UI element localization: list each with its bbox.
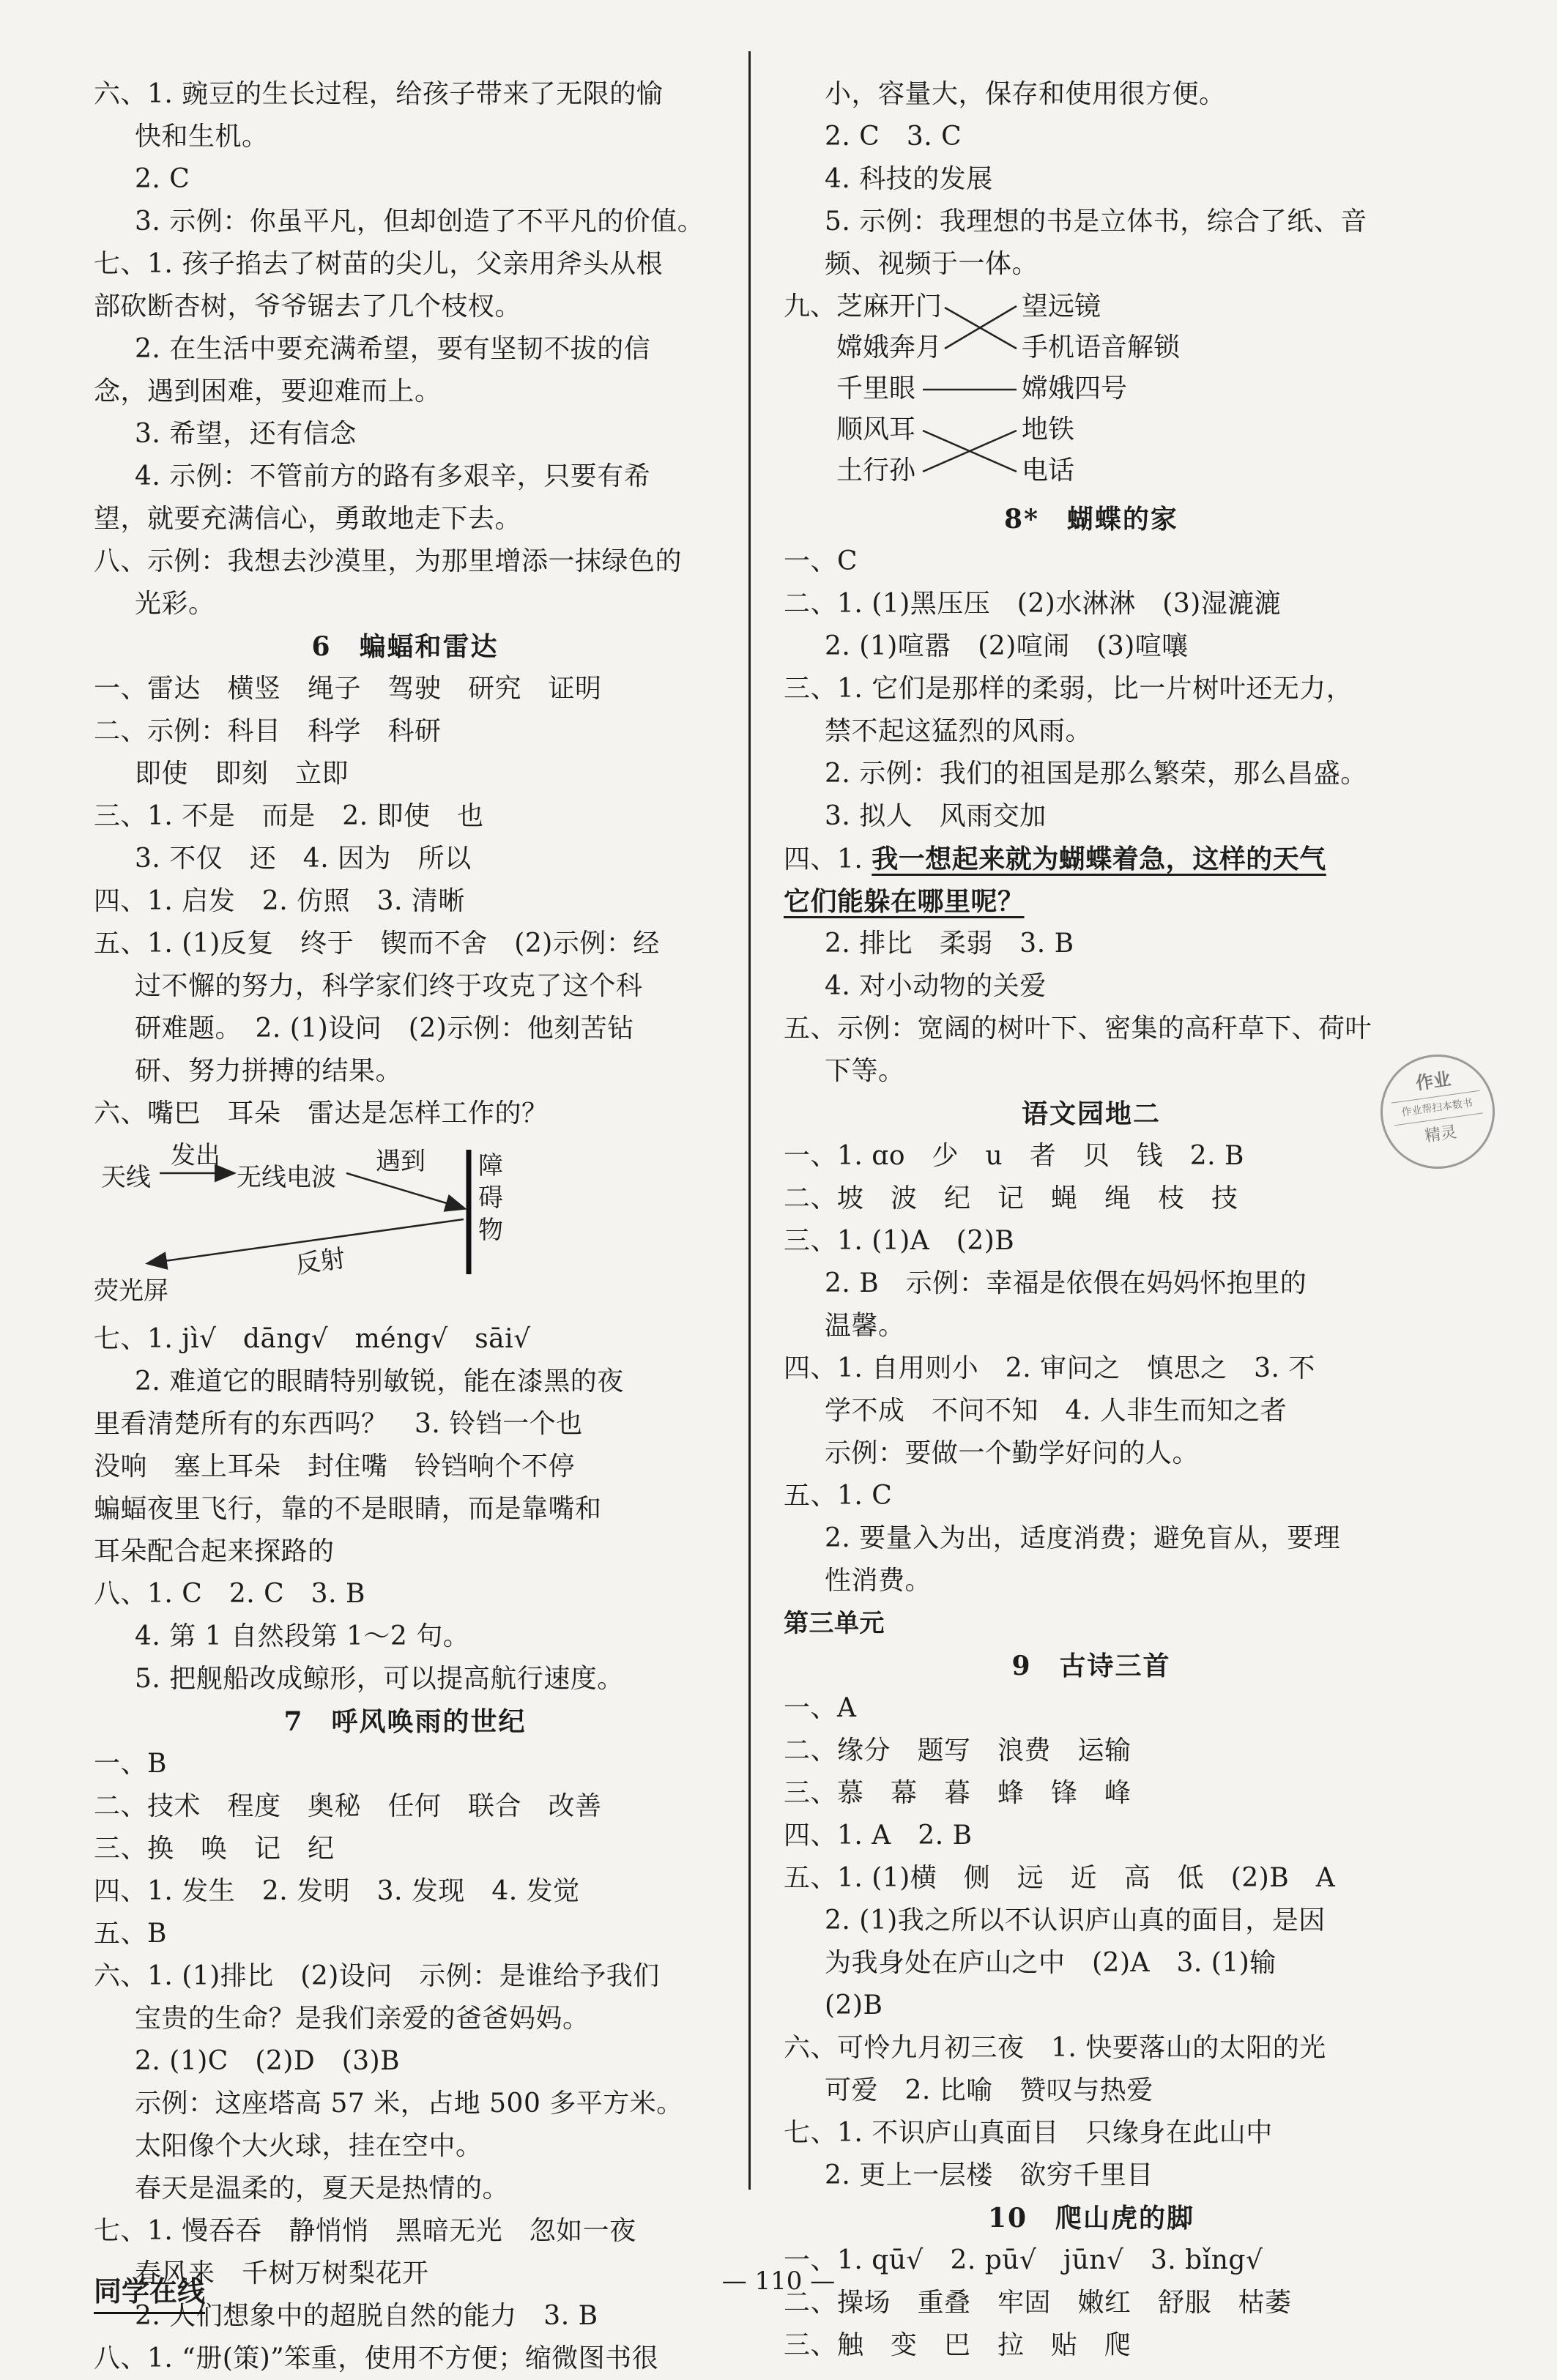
- answer-line: 六、可怜九月初三夜 1. 快要落山的太阳的光: [784, 2033, 1326, 2063]
- unit-3-heading: 第三单元: [784, 1609, 885, 1638]
- match-right-3: 嫦娥四号: [1022, 373, 1128, 404]
- answer-line: 研难题。 2. (1)设问 (2)示例：他刻苦钻: [135, 1014, 634, 1044]
- match-right-1: 望远镜: [1022, 291, 1101, 321]
- match-left-5: 土行孙: [836, 455, 916, 486]
- match-left-2: 嫦娥奔月: [836, 332, 943, 362]
- stamp-line-2: 作业帮扫本数书: [1391, 1090, 1483, 1126]
- answer-line: 研、努力拼搏的结果。: [135, 1056, 403, 1086]
- right-column: [784, 73, 1399, 2367]
- diagram-screen: 荧光屏: [94, 1276, 168, 1306]
- answer-line: 3. 希望，还有信念: [135, 419, 357, 449]
- answer-line: 三、1. 不是 而是 2. 即使 也: [94, 801, 484, 831]
- answer-line: 禁不起这猛烈的风雨。: [825, 716, 1093, 746]
- answer-line: 频、视频于一体。: [825, 249, 1039, 279]
- answer-line: 示例：这座塔高 57 米，占地 500 多平方米。: [135, 2089, 683, 2119]
- answer-line: 三、1. 它们是那样的柔弱，比一片树叶还无力，: [784, 674, 1353, 704]
- diagram-antenna: 天线: [101, 1163, 151, 1192]
- answer-line: 一、A: [784, 1693, 857, 1723]
- answer-line: 六、1. 豌豆的生长过程，给孩子带来了无限的愉: [94, 79, 664, 109]
- answer-line: 4. 第 1 自然段第 1～2 句。: [135, 1621, 470, 1651]
- answer-line: 望，就要充满信心，勇敢地走下去。: [94, 504, 522, 534]
- answer-line: 示例：要做一个勤学好问的人。: [825, 1438, 1200, 1468]
- answer-line: 3. 拟人 风雨交加: [825, 801, 1047, 831]
- answer-line: 四、1. A 2. B: [784, 1821, 973, 1851]
- answer-line: 五、示例：宽阔的树叶下、密集的高秆草下、荷叶: [784, 1014, 1372, 1044]
- answer-line: 5. 把舰船改成鲸形，可以提高航行速度。: [135, 1664, 624, 1694]
- yuwen-yuandi-title: 语文园地二: [1021, 1098, 1161, 1129]
- answer-line: 六、1. (1)排比 (2)设问 示例：是谁给予我们: [94, 1961, 660, 1991]
- answer-line: 一、雷达 横竖 绳子 驾驶 研究 证明: [94, 674, 602, 704]
- answer-line: 二、示例：科目 科学 科研: [94, 716, 442, 746]
- answer-line: 4. 示例：不管前方的路有多艰辛，只要有希: [135, 461, 651, 491]
- answer-line: 四、1. 自用则小 2. 审问之 慎思之 3. 不: [784, 1353, 1315, 1383]
- answer-line: 2. B 示例：幸福是依偎在妈妈怀抱里的: [825, 1268, 1307, 1298]
- answer-line: 七、1. 孩子掐去了树苗的尖儿，父亲用斧头从根: [94, 249, 664, 279]
- answer-line: 温馨。: [825, 1311, 905, 1341]
- answer-line: 二、技术 程度 奥秘 任何 联合 改善: [94, 1791, 602, 1821]
- answer-line: 三、1. (1)A (2)B: [784, 1226, 1015, 1256]
- answer-line: 下等。: [825, 1056, 905, 1086]
- answer-line: 可爱 2. 比喻 赞叹与热爱: [825, 2075, 1153, 2105]
- answer-line: 五、1. (1)反复 终于 锲而不舍 (2)示例：经: [94, 929, 660, 959]
- q4-underlined-1: 我一想起来就为蝴蝶着急，这样的天气: [872, 844, 1326, 874]
- answer-line: 四、1. 发生 2. 发明 3. 发现 4. 发觉: [94, 1876, 580, 1906]
- answer-line: 2. 更上一层楼 欲穷千里目: [825, 2160, 1153, 2190]
- stamp-line-1: 作业: [1414, 1068, 1452, 1094]
- answer-line: 2. 在生活中要充满希望，要有坚韧不拔的信: [135, 334, 651, 364]
- stamp-line-3: 精灵: [1423, 1123, 1458, 1146]
- answer-line: 4. 科技的发展: [825, 164, 993, 194]
- answer-line: 春风来 千树万树梨花开: [135, 2258, 429, 2288]
- answer-line: 快和生机。: [135, 122, 269, 152]
- q4-line-1: [784, 838, 1399, 880]
- answer-line: 2. 排比 柔弱 3. B: [825, 929, 1074, 959]
- page-number: — 110 —: [721, 2266, 836, 2296]
- answer-line: 三、换 唤 记 纪: [94, 1834, 335, 1864]
- lesson-7-title: 7 呼风唤雨的世纪: [283, 1706, 527, 1737]
- answer-line: 一、1. ɑo 少 u 者 贝 钱 2. B: [784, 1141, 1244, 1171]
- answer-line: 春天是温柔的，夏天是热情的。: [135, 2173, 510, 2204]
- answer-line: 没响 塞上耳朵 封住嘴 铃铛响个不停: [94, 1451, 576, 1481]
- answer-line: 性消费。: [825, 1566, 932, 1596]
- answer-line: 七、1. 慢吞吞 静悄悄 黑暗无光 忽如一夜: [94, 2216, 636, 2246]
- answer-line: 过不懈的努力，科学家们终于攻克了这个科: [135, 971, 643, 1001]
- answer-line: 太阳像个大火球，挂在空中。: [135, 2131, 483, 2161]
- answer-line: 2. 人们想象中的超脱自然的能力 3. B: [135, 2301, 598, 2331]
- left-block-a: [94, 73, 716, 625]
- answer-line: 五、1. (1)横 侧 远 近 高 低 (2)B A: [784, 1863, 1336, 1893]
- left-column: [94, 73, 716, 2380]
- match-left-1: 芝麻开门: [836, 291, 943, 321]
- answer-line: 念，遇到困难，要迎难而上。: [94, 376, 442, 406]
- answer-line: 七、1. jì√ dāng√ méng√ sāi√: [94, 1324, 531, 1354]
- answer-line: 3. 示例：你虽平凡，但却创造了不平凡的价值。: [135, 207, 705, 237]
- answer-line: 5. 示例：我理想的书是立体书，综合了纸、音: [825, 207, 1367, 237]
- match-left-4: 顺风耳: [836, 414, 916, 445]
- answer-line: 即使 即刻 立即: [135, 759, 349, 789]
- answer-line: 四、1. 启发 2. 仿照 3. 清晰: [94, 886, 465, 916]
- answer-line: 二、操场 重叠 牢固 嫩红 舒服 枯萎: [784, 2288, 1292, 2318]
- radar-diagram: [94, 1135, 716, 1318]
- right-block-f: [784, 2239, 1399, 2367]
- answer-line: 2. 示例：我们的祖国是那么繁荣，那么昌盛。: [825, 759, 1367, 789]
- answer-line: 五、B: [94, 1919, 167, 1949]
- right-block-d: [784, 1135, 1399, 1602]
- diagram-radio-wave: 无线电波: [237, 1163, 336, 1192]
- answer-line: 三、慕 幕 暮 蜂 锋 峰: [784, 1778, 1131, 1808]
- answer-line: 2. (1)C (2)D (3)B: [135, 2046, 401, 2076]
- answer-line: 八、1. “册(策)”笨重，使用不方便；缩微图书很: [94, 2343, 659, 2373]
- footer-brand: 同学在线: [94, 2269, 205, 2314]
- answer-line: 一、1. qū√ 2. pū√ jūn√ 3. bǐng√: [784, 2245, 1263, 2275]
- answer-line: 里看清楚所有的东西吗？ 3. 铃铛一个也: [94, 1409, 583, 1439]
- answer-line: 学不成 不问不知 4. 人非生而知之者: [825, 1396, 1287, 1426]
- answer-line: 二、缘分 题写 浪费 运输: [784, 1736, 1131, 1766]
- matching-exercise: [784, 286, 1399, 498]
- diagram-emit: 发出: [171, 1141, 220, 1170]
- answer-line: 2. C: [135, 164, 190, 194]
- answer-line: 三、触 变 巴 拉 贴 爬: [784, 2330, 1131, 2360]
- arrow-meet: [346, 1173, 464, 1208]
- diagram-meet: 遇到: [376, 1147, 426, 1176]
- answer-line: 2. 难道它的眼睛特别敏锐，能在漆黑的夜: [135, 1366, 624, 1397]
- answer-line: 宝贵的生命？是我们亲爱的爸爸妈妈。: [135, 2004, 590, 2034]
- answer-line: 蝙蝠夜里飞行，靠的不是眼睛，而是靠嘴和: [94, 1494, 602, 1524]
- answer-line: 七、1. 不识庐山真面目 只缘身在此山中: [784, 2118, 1273, 2148]
- diagram-obstacle: 障碍物: [478, 1151, 503, 1245]
- right-block-b: [784, 540, 1399, 838]
- match-prefix: 九、: [784, 291, 837, 321]
- lesson-10-title: 10 爬山虎的脚: [987, 2203, 1195, 2234]
- answer-line: 耳朵配合起来探路的: [94, 1536, 335, 1566]
- answer-line: 二、坡 波 纪 记 蝇 绳 枝 技: [784, 1183, 1238, 1213]
- left-block-c: [94, 1318, 716, 1700]
- matching-lines: [784, 286, 1399, 498]
- answer-line: 六、嘴巴 耳朵 雷达是怎样工作的？: [94, 1098, 549, 1128]
- answer-line: 2. (1)喧嚣 (2)喧闹 (3)喧嚷: [825, 631, 1189, 661]
- right-block-e: [784, 1687, 1399, 2197]
- left-block-b: [94, 668, 716, 1135]
- right-block-a: [784, 73, 1399, 286]
- q4-line-2: [784, 880, 1399, 923]
- match-right-5: 电话: [1022, 455, 1075, 486]
- answer-line: 2. C 3. C: [825, 122, 962, 152]
- match-left-3: 千里眼: [836, 373, 916, 404]
- answer-line: 五、1. C: [784, 1481, 893, 1511]
- answer-line: 八、示例：我想去沙漠里，为那里增添一抹绿色的: [94, 546, 683, 576]
- match-right-2: 手机语音解锁: [1022, 332, 1181, 362]
- answer-line: 八、1. C 2. C 3. B: [94, 1579, 365, 1609]
- answer-line: 光彩。: [135, 589, 215, 619]
- column-divider: [748, 51, 751, 2190]
- diagram-reflect: 反射: [294, 1243, 347, 1280]
- answer-line: 2. (1)我之所以不认识庐山真的面目，是因: [825, 1905, 1326, 1935]
- answer-line: (2)B: [825, 1990, 883, 2020]
- answer-line: 3. 不仅 还 4. 因为 所以: [135, 844, 472, 874]
- q4-underlined-2: 它们能躲在哪里呢？: [784, 886, 1025, 917]
- answer-line: 一、B: [94, 1749, 167, 1779]
- lesson-9-title: 9 古诗三首: [1011, 1651, 1171, 1681]
- match-right-4: 地铁: [1022, 414, 1075, 445]
- answer-line: 2. 要量入为出，适度消费；避免盲从，要理: [825, 1523, 1341, 1553]
- right-block-c: [784, 923, 1399, 1093]
- answer-line: 一、C: [784, 546, 858, 576]
- q4-prefix: 四、1.: [784, 844, 872, 874]
- answer-line: 4. 对小动物的关爱: [825, 971, 1047, 1001]
- answer-line: 二、1. (1)黑压压 (2)水淋淋 (3)湿漉漉: [784, 589, 1282, 619]
- answer-line: 小，容量大，保存和使用很方便。: [825, 79, 1226, 109]
- lesson-8-title: 8* 蝴蝶的家: [1004, 504, 1178, 535]
- answer-line: 部砍断杏树，爷爷锯去了几个枝杈。: [94, 291, 522, 321]
- answer-line: 为我身处在庐山之中 (2)A 3. (1)输: [825, 1948, 1277, 1978]
- lesson-6-title: 6 蝙蝠和雷达: [311, 631, 499, 662]
